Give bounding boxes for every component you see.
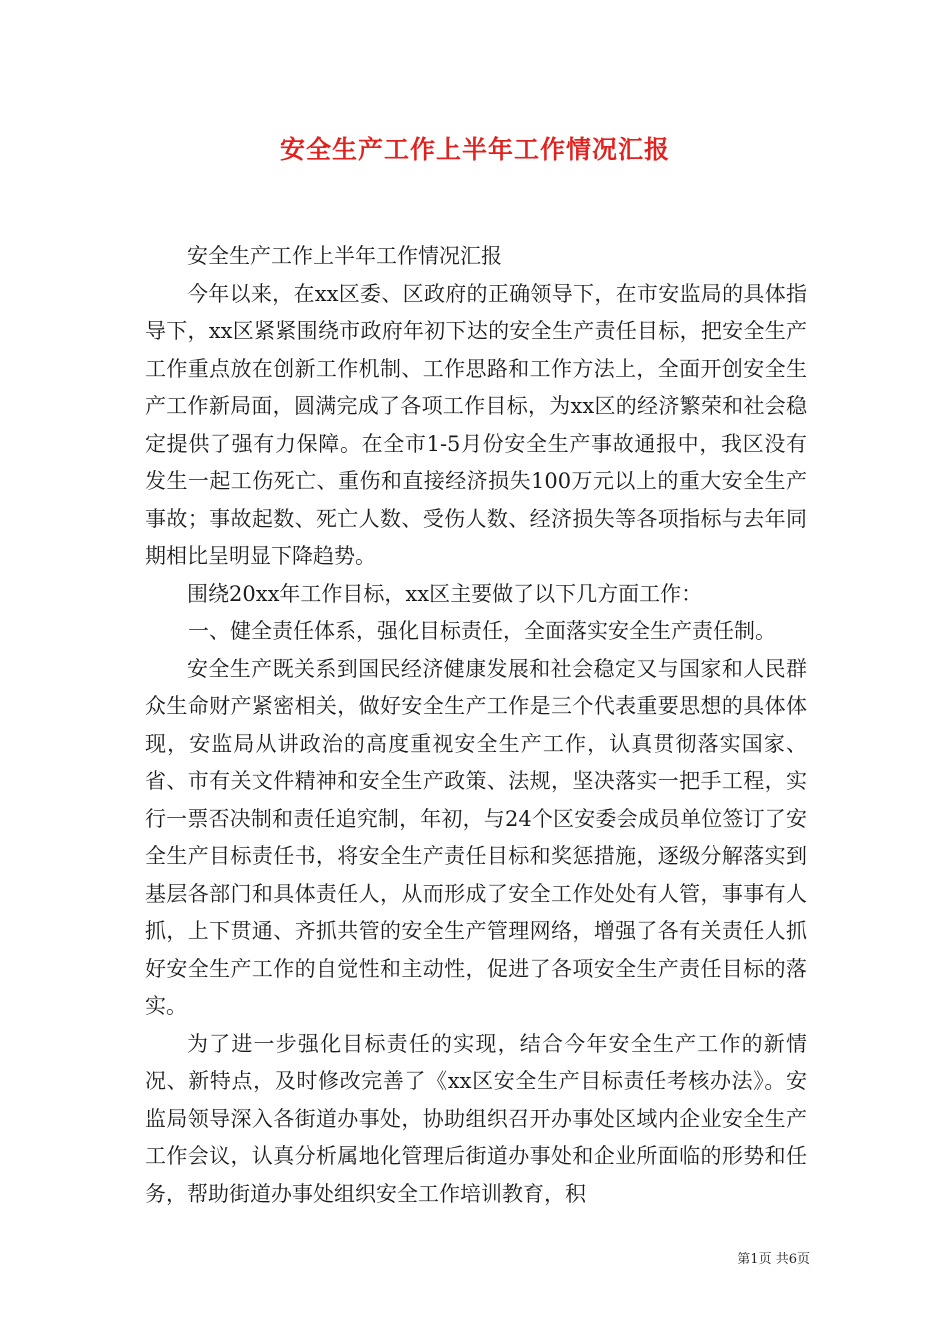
- body-paragraph: 安全生产既关系到国民经济健康发展和社会稳定又与国家和人民群众生命财产紧密相关，做好安全生产工作是三个代表重要思想的具体体现，安监局从讲政治的高度重视安全生产工作，认真贯彻落实国家、省、市有关文件精神和安全生产政策、法规，坚决落实一把手工程，实行一票否决制和责任追究制，年初，与24个区安委会成员单位签订了安全生产目标责任书，将安全生产责任目标和奖惩措施，逐级分解落实到基层各部门和具体责任人，从而形成了安全工作处处有人管，事事有人抓，上下贯通、齐抓共管的安全生产管理网络，增强了各有关责任人抓好安全生产工作的自觉性和主动性，促进了各项安全生产责任目标的落实。: [145, 656, 807, 1018]
- section-heading: 一、健全责任体系，强化目标责任，全面落实安全生产责任制。: [188, 619, 776, 643]
- footer-suffix: 页: [796, 1252, 810, 1267]
- footer-middle: 页 共: [758, 1252, 789, 1267]
- document-body: [145, 238, 807, 1213]
- footer-total-pages: 6: [788, 1252, 797, 1267]
- footer-current-page: 1: [750, 1252, 759, 1267]
- body-paragraph: 为了进一步强化目标责任的实现，结合今年安全生产工作的新情况、新特点，及时修改完善了《xx区安全生产目标责任考核办法》。安监局领导深入各街道办事处，协助组织召开办事处区域内企业安全生产工作会议，认真分析属地化管理后街道办事处和企业所面临的形势和任务，帮助街道办事处组织安全工作培训教育，积: [145, 1031, 807, 1206]
- document-title: 安全生产工作上半年工作情况汇报: [279, 135, 670, 164]
- page-footer: [737, 1248, 810, 1267]
- body-paragraph: 今年以来，在xx区委、区政府的正确领导下，在市安监局的具体指导下，xx区紧紧围绕市政府年初下达的安全生产责任目标，把安全生产工作重点放在创新工作机制、工作思路和工作方法上，全面开创安全生产工作新局面，圆满完成了各项工作目标，为xx区的经济繁荣和社会稳定提供了强有力保障。在全市1-5月份安全生产事故通报中，我区没有发生一起工伤死亡、重伤和直接经济损失100万元以上的重大安全生产事故；事故起数、死亡人数、受伤人数、经济损失等各项指标与去年同期相比呈明显下降趋势。: [145, 281, 807, 568]
- footer-prefix: 第: [737, 1252, 751, 1267]
- body-paragraph: 围绕20xx年工作目标，xx区主要做了以下几方面工作：: [187, 581, 703, 606]
- body-paragraph: 安全生产工作上半年工作情况汇报: [187, 244, 502, 268]
